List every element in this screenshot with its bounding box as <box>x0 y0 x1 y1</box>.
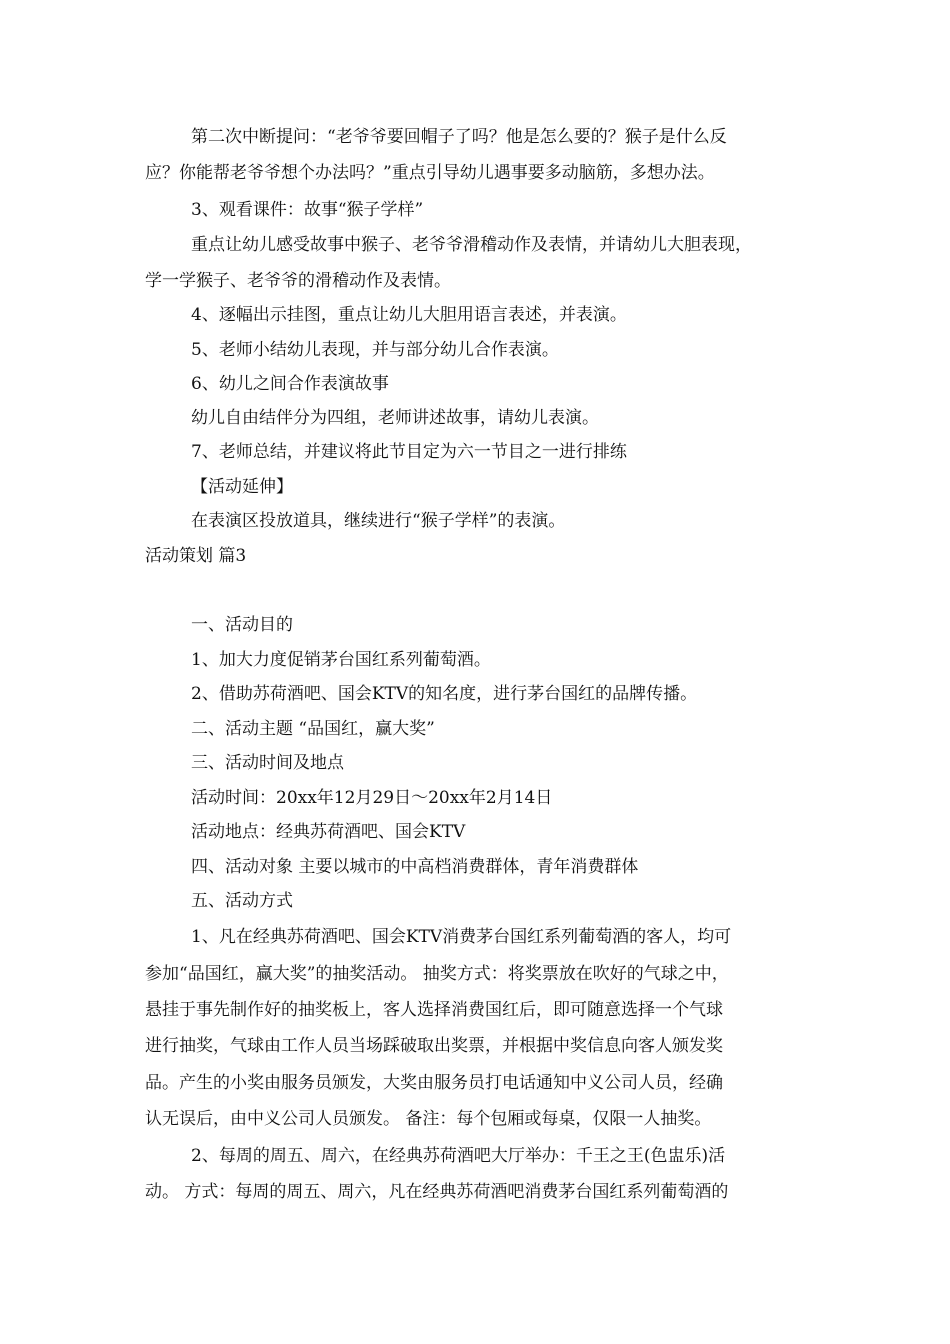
paragraph-line: 重点让幼儿感受故事中猴子、老爷爷滑稽动作及表情，并请幼儿大胆表现， <box>191 235 752 255</box>
section-heading: 四、活动对象 主要以城市的中高档消费群体，青年消费群体 <box>191 857 639 877</box>
paragraph-line: 4、逐幅出示挂图，重点让幼儿大胆用语言表述，并表演。 <box>191 305 627 325</box>
paragraph-line: 第二次中断提问：“老爷爷要回帽子了吗？他是怎么要的？猴子是什么反 <box>191 127 727 147</box>
section-heading: 【活动延伸】 <box>191 477 293 497</box>
section-heading: 一、活动目的 <box>191 615 293 635</box>
paragraph-line: 活动时间：20xx年12月29日～20xx年2月14日 <box>191 788 553 808</box>
paragraph-line: 3、观看课件：故事“猴子学样” <box>191 200 424 220</box>
paragraph-line: 5、老师小结幼儿表现，并与部分幼儿合作表演。 <box>191 340 559 360</box>
paragraph-line: 1、加大力度促销茅台国红系列葡萄酒。 <box>191 650 491 670</box>
article-heading: 活动策划 篇3 <box>145 546 247 566</box>
paragraph-line: 应？你能帮老爷爷想个办法吗？”重点引导幼儿遇事要多动脑筋，多想办法。 <box>145 163 715 183</box>
section-heading: 五、活动方式 <box>191 891 293 911</box>
paragraph-line: 在表演区投放道具，继续进行“猴子学样”的表演。 <box>191 511 566 531</box>
paragraph-line: 2、借助苏荷酒吧、国会KTV的知名度，进行茅台国红的品牌传播。 <box>191 684 698 704</box>
paragraph-line: 6、幼儿之间合作表演故事 <box>191 374 389 394</box>
paragraph-line: 7、老师总结，并建议将此节目定为六一节目之一进行排练 <box>191 442 627 462</box>
section-heading: 三、活动时间及地点 <box>191 753 344 773</box>
paragraph-line: 幼儿自由结伴分为四组，老师讲述故事，请幼儿表演。 <box>191 408 599 428</box>
paragraph-line: 1、凡在经典苏荷酒吧、国会KTV消费茅台国红系列葡萄酒的客人，均可 <box>191 927 732 947</box>
paragraph-line: 动。 方式：每周的周五、周六，凡在经典苏荷酒吧消费茅台国红系列葡萄酒的 <box>145 1182 729 1202</box>
paragraph-line: 参加“品国红，赢大奖”的抽奖活动。 抽奖方式：将奖票放在吹好的气球之中， <box>145 964 729 984</box>
paragraph-line: 2、每周的周五、周六，在经典苏荷酒吧大厅举办：千王之王(色盅乐)活 <box>191 1146 726 1166</box>
paragraph-line: 悬挂于事先制作好的抽奖板上，客人选择消费国红后，即可随意选择一个气球 <box>145 1000 723 1020</box>
paragraph-line: 品。产生的小奖由服务员颁发，大奖由服务员打电话通知中义公司人员，经确 <box>145 1073 723 1093</box>
paragraph-line: 活动地点：经典苏荷酒吧、国会KTV <box>191 822 466 842</box>
section-heading: 二、活动主题 “品国红，赢大奖” <box>191 719 435 739</box>
paragraph-line: 认无误后，由中义公司人员颁发。 备注：每个包厢或每桌，仅限一人抽奖。 <box>145 1109 712 1129</box>
paragraph-line: 学一学猴子、老爷爷的滑稽动作及表情。 <box>145 271 451 291</box>
paragraph-line: 进行抽奖，气球由工作人员当场踩破取出奖票，并根据中奖信息向客人颁发奖 <box>145 1036 723 1056</box>
